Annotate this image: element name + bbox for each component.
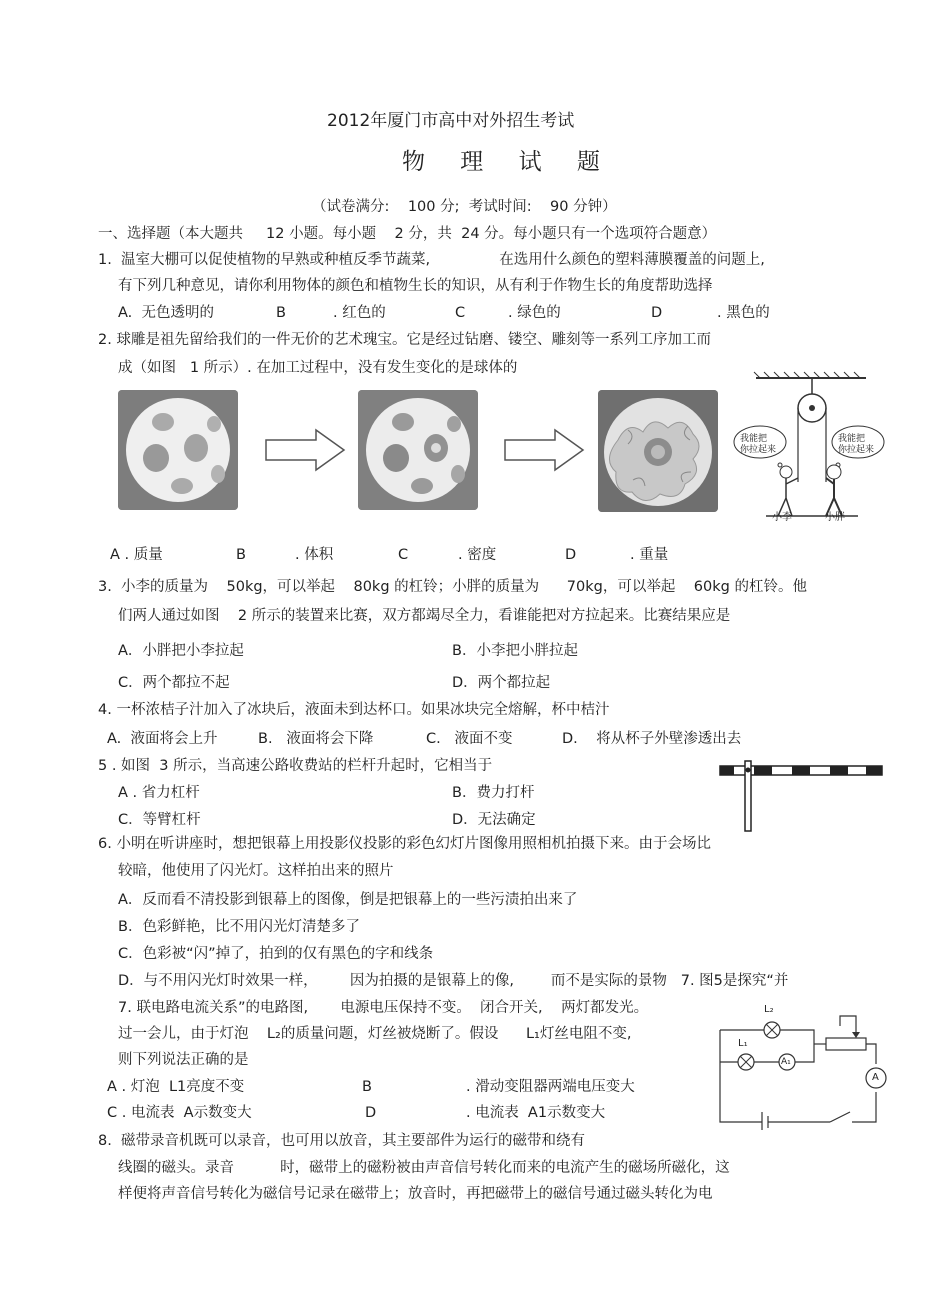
q7-option-b-letter: B xyxy=(362,1079,372,1095)
q8-line3: 样便将声音信号转化为磁信号记录在磁带上；放音时，再把磁带上的磁信号通过磁头转化为电 xyxy=(118,1186,713,1202)
q3-line1: 3. 小李的质量为 50kg，可以举起 80kg 的杠铃；小胖的质量为 70kg，可以举起 60kg 的杠铃。他 xyxy=(98,579,807,595)
q7-option-d: . 电流表 A1示数变大 xyxy=(466,1105,606,1121)
exam-title: 2012年厦门市高中对外招生考试 xyxy=(327,111,575,131)
q4-option-d: D. 将从杯子外壁渗透出去 xyxy=(562,731,742,747)
q2-option-d: . 重量 xyxy=(630,547,669,563)
ball-photo-3 xyxy=(598,390,718,512)
q2-option-b: . 体积 xyxy=(295,547,334,563)
bubble-left-text: 我能把 你拉起来 xyxy=(740,434,777,455)
q1-option-c: . 绿色的 xyxy=(508,305,561,321)
q7-line2: 过一会儿，由于灯泡 L₂的质量问题，灯丝被烧断了。假设 L₁灯丝电阻不变, xyxy=(118,1026,632,1042)
q3-option-c: C．两个都拉不起 xyxy=(118,675,230,691)
q8-line2: 线圈的磁头。录音 时，磁带上的磁粉被由声音信号转化而来的电流产生的磁场所磁化，这 xyxy=(118,1160,730,1176)
label-xiaopang: 小胖 xyxy=(825,512,845,523)
q7-option-a: A . 灯泡 L1亮度不变 xyxy=(107,1079,245,1095)
q4-option-a: A. 液面将会上升 xyxy=(107,731,218,747)
q4-option-c: C. 液面不变 xyxy=(426,731,513,747)
section-heading: 一、选择题（本大题共 12 小题。每小题 2 分，共 24 分。每小题只有一个选项符合题意） xyxy=(98,226,717,242)
circuit-label-l1: L₁ xyxy=(738,1038,748,1049)
q6-option-b: B．色彩鲜艳，比不用闪光灯清楚多了 xyxy=(118,919,360,935)
q1-option-c-letter: C xyxy=(455,305,466,321)
q2-line1: 2. 球雕是祖先留给我们的一件无价的艺术瑰宝。它是经过钻磨、镂空、雕刻等一系列工序加工而 xyxy=(98,332,711,348)
q1-option-d-letter: D xyxy=(651,305,663,321)
q6-option-c: C．色彩被“闪”掉了，拍到的仅有黑色的字和线条 xyxy=(118,946,434,962)
q4-line1: 4. 一杯浓桔子汁加入了冰块后，液面未到达杯口。如果冰块完全熔解，杯中桔汁 xyxy=(98,702,610,718)
q5-option-b: B．费力打杆 xyxy=(452,785,535,801)
q1-option-b-letter: B xyxy=(276,305,286,321)
q3-option-b: B．小李把小胖拉起 xyxy=(452,643,578,659)
q8-line1: 8. 磁带录音机既可以录音，也可用以放音，其主要部件为运行的磁带和绕有 xyxy=(98,1133,586,1149)
q7-option-b: . 滑动变阻器两端电压变大 xyxy=(466,1079,635,1095)
circuit-label-l2: L₂ xyxy=(764,1004,774,1015)
q2-option-c-letter: C xyxy=(398,547,409,563)
q7-line3: 则下列说法正确的是 xyxy=(118,1052,249,1068)
arrow-icon xyxy=(503,428,585,472)
bubble-right-text: 我能把 你拉起来 xyxy=(838,434,875,455)
q6-option-a: A．反而看不清投影到银幕上的图像，倒是把银幕上的一些污渍拍出来了 xyxy=(118,892,578,908)
q2-line2: 成（如图 1 所示）. 在加工过程中，没有发生变化的是球体的 xyxy=(118,360,518,376)
q3-line2: 们两人通过如图 2 所示的装置来比赛，双方都竭尽全力，看谁能把对方拉起来。比赛结果应是 xyxy=(118,608,731,624)
q3-option-a: A．小胖把小李拉起 xyxy=(118,643,244,659)
q7-option-c: C . 电流表 A示数变大 xyxy=(107,1105,252,1121)
q1-option-d: . 黑色的 xyxy=(717,305,770,321)
ammeter-a-label: A xyxy=(872,1072,879,1083)
q5-option-c: C．等臂杠杆 xyxy=(118,812,201,828)
ammeter-a1-label: A₁ xyxy=(781,1057,791,1067)
q5-line1: 5 . 如图 3 所示，当高速公路收费站的栏杆升起时，它相当于 xyxy=(98,758,493,774)
q2-option-a: A . 质量 xyxy=(110,547,163,563)
q1-option-a: A. 无色透明的 xyxy=(118,305,214,321)
label-xiaoli: 小李 xyxy=(772,512,792,523)
q7-line1: 7. 联电路电流关系”的电路图, 电源电压保持不变。 闭合开关, 两灯都发光。 xyxy=(118,1000,649,1016)
q6-line1: 6. 小明在听讲座时，想把银幕上用投影仪投影的彩色幻灯片图像用照相机拍摄下来。由于会场比 xyxy=(98,836,711,852)
ball-photo-2 xyxy=(358,390,478,510)
q2-option-c: . 密度 xyxy=(458,547,497,563)
q1-line1: 1. 温室大棚可以促使植物的早熟或种植反季节蔬菜, 在选用什么颜色的塑料薄膜覆盖的问题上, xyxy=(98,252,765,268)
q4-option-b: B. 液面将会下降 xyxy=(258,731,374,747)
toll-barrier-figure xyxy=(716,760,884,832)
exam-meta: （试卷满分: 100 分; 考试时间: 90 分钟） xyxy=(312,199,617,215)
q1-line2: 有下列几种意见，请你利用物体的颜色和植物生长的知识，从有利于作物生长的角度帮助选择 xyxy=(118,278,713,294)
q5-option-a: A . 省力杠杆 xyxy=(118,785,200,801)
q3-option-d: D．两个都拉起 xyxy=(452,675,551,691)
q2-option-d-letter: D xyxy=(565,547,577,563)
q6-option-d: D．与不用闪光灯时效果一样， 因为拍摄的是银幕上的像, 而不是实际的景物 7. 图5是探究“并 xyxy=(118,973,789,989)
subject-title: 物 理 试 题 xyxy=(402,149,614,175)
circuit-diagram xyxy=(716,1000,892,1130)
q2-option-b-letter: B xyxy=(236,547,246,563)
q1-option-b: . 红色的 xyxy=(333,305,386,321)
arrow-icon xyxy=(264,428,346,472)
q5-option-d: D．无法确定 xyxy=(452,812,536,828)
ball-photo-1 xyxy=(118,390,238,510)
q6-line2: 较暗，他使用了闪光灯。这样拍出来的照片 xyxy=(118,863,394,879)
q7-option-d-letter: D xyxy=(365,1105,377,1121)
